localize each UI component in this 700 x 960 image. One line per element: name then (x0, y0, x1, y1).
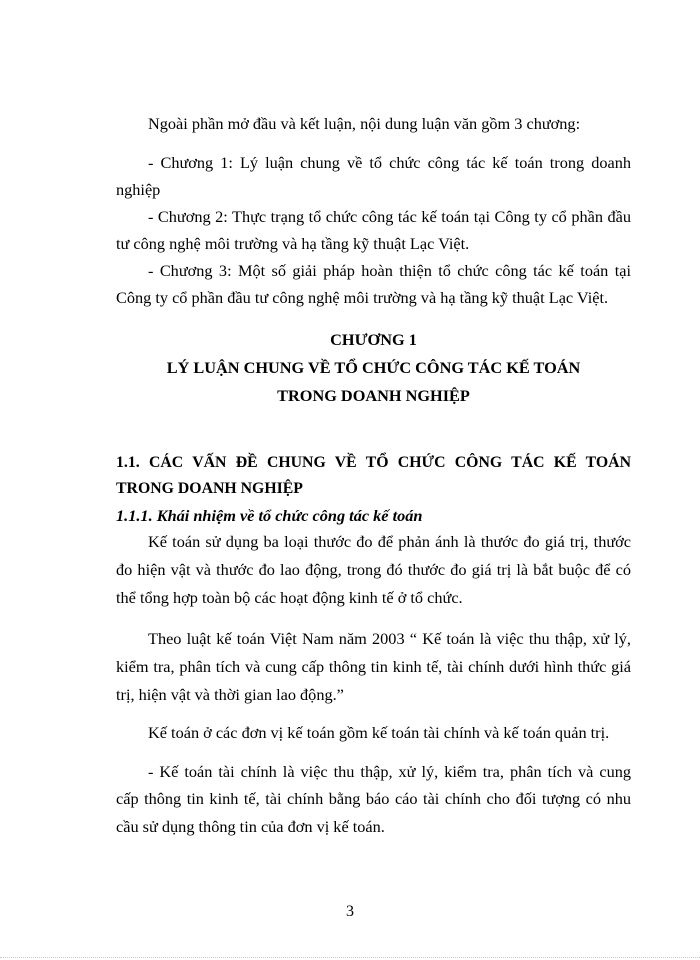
chapter-title-line-2: TRONG DOANH NGHIỆP (277, 386, 470, 405)
paragraph-measures-line-1: Kế toán sử dụng ba loại thước đo để phản ánh là thước đo giá trị, thước (148, 532, 631, 551)
chapter-2-summary-cont: tư công nghệ môi trường và hạ tầng kỹ thuật Lạc Việt. (116, 234, 470, 253)
chapter-number-heading: CHƯƠNG 1 (330, 330, 417, 349)
chapter-2-summary: - Chương 2: Thực trạng tổ chức công tác kế toán tại Công ty cổ phần đầu (148, 207, 631, 226)
paragraph-law-line-1: Theo luật kế toán Việt Nam năm 2003 “ Kế toán là việc thu thập, xử lý, (148, 629, 631, 648)
paragraph-law-line-2: kiểm tra, phân tích và cung cấp thông tin kinh tế, tài chính dưới hình thức giá (116, 657, 631, 676)
page-bottom-edge (0, 957, 700, 958)
page-number: 3 (346, 903, 354, 920)
chapter-3-summary-cont: Công ty cổ phần đầu tư công nghệ môi trường và hạ tầng kỹ thuật Lạc Việt. (116, 288, 609, 307)
chapter-1-summary-cont: nghiệp (116, 180, 161, 199)
section-1-1-heading-cont: TRONG DOANH NGHIỆP (116, 480, 303, 497)
chapter-title-line-1: LÝ LUẬN CHUNG VỀ TỔ CHỨC CÔNG TÁC KẾ TOÁN (166, 358, 581, 377)
paragraph-financial-accounting-line-3: cầu sử dụng thông tin của đơn vị kế toán. (116, 817, 385, 836)
paragraph-types: Kế toán ở các đơn vị kế toán gồm kế toán tài chính và kế toán quản trị. (148, 723, 610, 742)
paragraph-law-line-3: trị, hiện vật và thời gian lao động.” (116, 685, 344, 704)
section-1-1-heading: 1.1. CÁC VẤN ĐỀ CHUNG VỀ TỔ CHỨC CÔNG TÁC KẾ TOÁN (116, 454, 631, 471)
paragraph-measures-line-2: đo hiện vật và thước đo lao động, trong đó thước đo giá trị là bắt buộc để có (116, 560, 631, 579)
paragraph-financial-accounting-line-2: cấp thông tin kinh tế, tài chính bằng báo cáo tài chính cho đối tượng có nhu (116, 789, 631, 808)
intro-paragraph: Ngoài phần mở đầu và kết luận, nội dung luận văn gồm 3 chương: (148, 114, 581, 133)
paragraph-financial-accounting-line-1: - Kế toán tài chính là việc thu thập, xử lý, kiểm tra, phân tích và cung (148, 762, 631, 781)
paragraph-measures-line-3: thể tổng hợp toàn bộ các hoạt động kinh tế ở tổ chức. (116, 588, 463, 607)
chapter-3-summary: - Chương 3: Một số giải pháp hoàn thiện tổ chức công tác kế toán tại (148, 261, 631, 280)
chapter-1-summary: - Chương 1: Lý luận chung về tổ chức công tác kế toán trong doanh (148, 153, 631, 172)
section-1-1-1-heading: 1.1.1. Khái nhiệm về tổ chức công tác kế toán (116, 506, 423, 525)
